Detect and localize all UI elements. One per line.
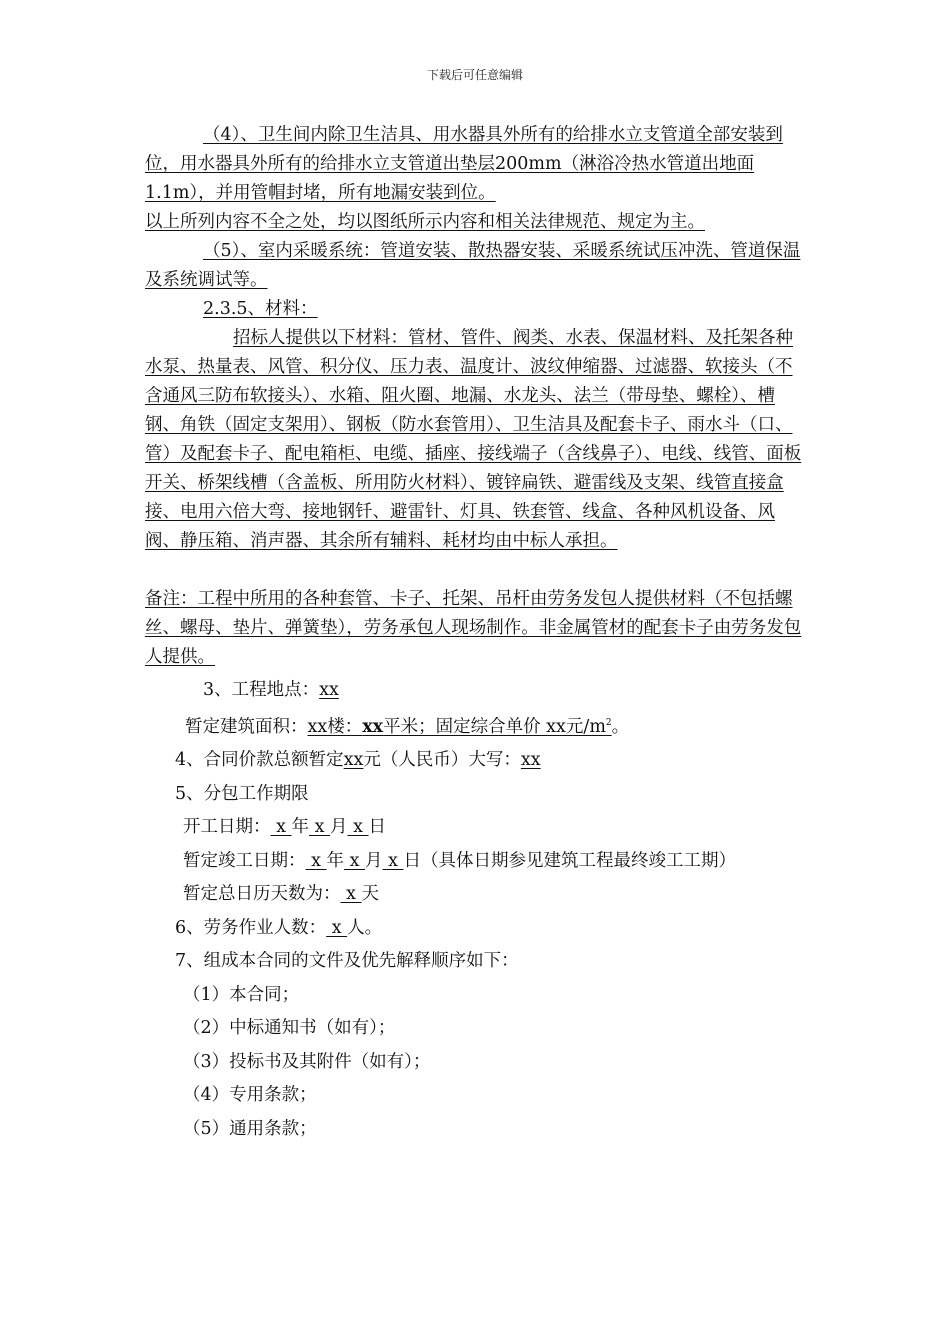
paragraph-item-5: （5）、室内采暖系统：管道安装、散热器安装、采暖系统试压冲洗、管道保温及系统调试等。 (145, 241, 801, 290)
materials-heading: 2.3.5、材料： (203, 299, 318, 319)
document-body (145, 121, 807, 1146)
doc-item: （3）投标书及其附件（如有）； (183, 1051, 431, 1072)
page-header: 下载后可任意编辑 (426, 68, 523, 82)
total-days-line: 暂定总日历天数为： x 天 (183, 884, 379, 905)
doc-item: （1）本合同； (183, 984, 300, 1005)
docs-heading: 7、组成本合同的文件及优先解释顺序如下： (175, 951, 519, 972)
doc-item: （5）通用条款； (183, 1118, 317, 1139)
doc-item: （2）中标通知书（如有）； (183, 1018, 396, 1039)
remark-paragraph: 备注：工程中所用的各种套管、卡子、托架、吊杆由劳务发包人提供材料（不包括螺丝、螺母、垫片、弹簧垫），劳务承包人现场制作。非金属管材的配套卡子由劳务发包人提供。 (145, 589, 802, 667)
paragraph-note: 以上所列内容不全之处，均以图纸所示内容和相关法律规范、规定为主。 (145, 212, 705, 232)
doc-item: （4）专用条款； (183, 1085, 317, 1106)
spacer (145, 556, 807, 585)
start-date-line: 开工日期： x 年 x 月 x 日 (183, 817, 386, 838)
underlined-section (145, 121, 807, 672)
location-line: 3、工程地点：xx (203, 680, 339, 700)
paragraph-item-4: （4）、卫生间内除卫生洁具、用水器具外所有的给排水立支管道全部安装到位，用水器具外所有的给排水立支管道出垫层200mm（淋浴冷热水管道出地面1.1m），并用管帽封堵，所有地漏安装到位。 (145, 125, 783, 203)
area-line: 暂定建筑面积：xx楼：xx平米；固定综合单价 xx元$/m^2$。 (185, 716, 630, 737)
period-heading: 5、分包工作期限 (175, 783, 309, 804)
workers-line: 6、劳务作业人数： x 人。 (175, 917, 383, 938)
materials-paragraph: 招标人提供以下材料：管材、管件、阀类、水表、保温材料、及托架各种水泵、热量表、风管、积分仪、压力表、温度计、波纹伸缩器、过滤器、软接头（不含通风三防布软接头）、水箱、阻火圈、地漏、水龙头、法兰（带母垫、螺栓）、槽钢、角铁（固定支架用）、钢板（防水套管用）、卫生洁具及配套卡子、雨水斗（口、管）及配套卡子、配电箱柜、电缆、插座、接线端子（含线鼻子）、电线、线管、面板开关、桥架线槽（含盖板、所用防火材料）、镀锌扁铁、避雷线及支架、线管直接盒接、电用六倍大弯、接地钢钎、避雷针、灯具、铁套管、线盒、各种风机设备、风阀、静压箱、消声器、其余所有辅料、耗材均由中标人承担。 (145, 328, 802, 551)
price-line: 4、合同价款总额暂定xx元（人民币）大写：xx (175, 750, 541, 771)
finish-date-line: 暂定竣工日期： x 年 x 月 x 日（具体日期参见建筑工程最终竣工工期） (183, 850, 736, 871)
